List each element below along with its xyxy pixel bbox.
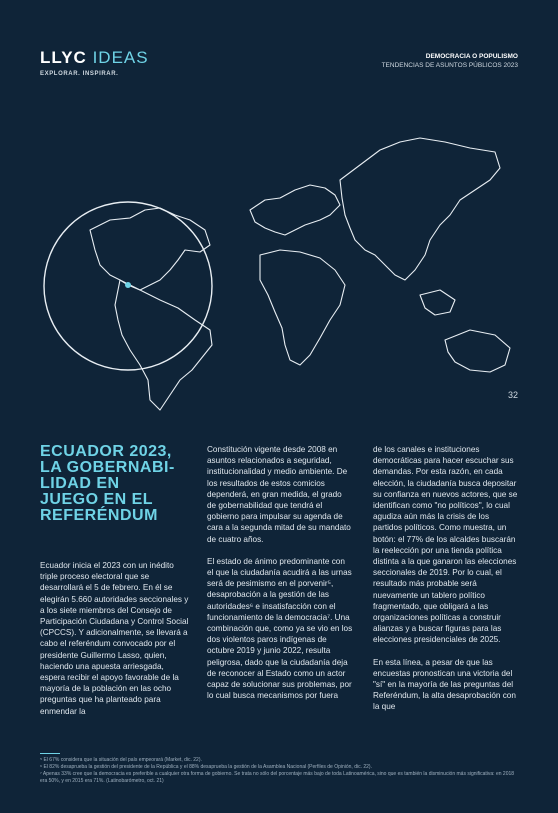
asia-outline <box>340 138 500 280</box>
column-2 <box>207 444 353 712</box>
paragraph: Ecuador inicia el 2023 con un inédito triple proceso electoral que se desarrollará el 5 de febrero. En él se elegirán 5.660 autoridades seccionales y a los siete miembros del Consejo de Participación Ciudadana y Control Social (CPCCS). Y adicionalmente, se llevará a cabo el referéndum convocado por el presidente Guillermo Lasso, quien, haciendo una apuesta arriesgada, espera recibir el apoyo favorable de la mayoría de la población en las ocho preguntas que ha planteado para enmendar la <box>40 561 189 716</box>
subsection-title: TENDENCIAS DE ASUNTOS PÚBLICOS 2023 <box>381 62 518 69</box>
footnote-divider <box>40 753 60 754</box>
africa-outline <box>260 250 345 365</box>
paragraph: de los canales e instituciones democráticas para hacer escuchar sus demandas. Por esta razón, en cada elección, la ciudadanía busca depositar su confianza en nuevos actores, que se identifican como "no políticos", lo cual agudiza aún más la crisis de los partidos políticos. Como muestra, un botón: el 77% de los alcaldes buscarán la reelección por una tienda política distinta a la que ganaron las elecciones seccionales de 2019. Por lo cual, el resultado más probable será nuevamente un tablero político fragmentado, que obligará a las organizaciones políticas a construir alianzas y a buscar figuras para las elecciones presidenciales de 2025. <box>373 445 518 645</box>
australia-outline <box>445 330 510 372</box>
column-3 <box>373 444 519 724</box>
world-map-illustration <box>0 80 558 420</box>
brand-name-part2: IDEAS <box>92 48 149 67</box>
brand-name <box>40 48 149 68</box>
section-title: DEMOCRACIA O POPULISMO <box>425 53 518 60</box>
north-america-outline <box>90 208 210 290</box>
article-title: ECUADOR 2023, LA GOBERNABI-LIDAD EN JUEGO EN EL REFERÉNDUM <box>40 443 175 524</box>
paragraph: El estado de ánimo predominante con el que la ciudadanía acudirá a las urnas será de pesimismo en el porvenir⁵, desaprobación a la gestión de las autoridades⁶ e insatisfacción con el funcionamiento de la democracia⁷. Una combinación que, como ya se vio en los dos violentos paros indígenas de octubre 2019 y junio 2022, resulta peligrosa, dado que la ciudadanía deja de reconocer al Estado como un actor capaz de solucionar sus problemas, por lo cual busca mecanismos por fuera <box>207 556 353 701</box>
paragraph: En esta línea, a pesar de que las encuestas pronostican una victoria del "sí" en la mayoría de las preguntas del Referéndum, la alta desaprobación con la que <box>373 657 516 712</box>
brand-tagline: EXPLORAR. INSPIRAR. <box>40 71 119 77</box>
footnote: ⁷ Apenas 33% cree que la democracia es preferible a cualquier otra forma de gobierno. Se trata no sólo del porcentaje más bajo de toda Latinoamérica, sino que es también la disminución más significativa: en 2018 era 50%, y en 2015 era 71%. (Latinobarómetro, oct. 21) <box>40 771 515 784</box>
ecuador-marker <box>125 282 131 288</box>
page-number: 32 <box>507 390 518 400</box>
southeast-asia-islands <box>420 290 455 315</box>
brand-logo <box>40 48 149 77</box>
column-1 <box>40 560 190 728</box>
paragraph: Constitución vigente desde 2008 en asuntos relacionados a seguridad, institucionalidad y medio ambiente. De los resultados de estos comicios dependerá, en gran medida, el grado de gobernabilidad que tendrá el gobierno para impulsar su agenda de cara a la segunda mitad de su mandato de cuatro años. <box>207 445 351 544</box>
brand-name-part1: LLYC <box>40 48 87 67</box>
footnote: ⁶ El 82% desaprueba la gestión del presidente de la República y el 88% desaprueba la gestión de la Asamblea Nacional (Perfiles de Opinión, dic. 22). <box>40 764 372 770</box>
europe-outline <box>250 185 340 235</box>
running-header <box>382 52 518 70</box>
south-america-outline <box>115 280 212 410</box>
footnotes <box>40 757 520 785</box>
footnote: ⁵ El 67% considera que la situación del país empeorará (Market, dic. 22). <box>40 757 202 763</box>
